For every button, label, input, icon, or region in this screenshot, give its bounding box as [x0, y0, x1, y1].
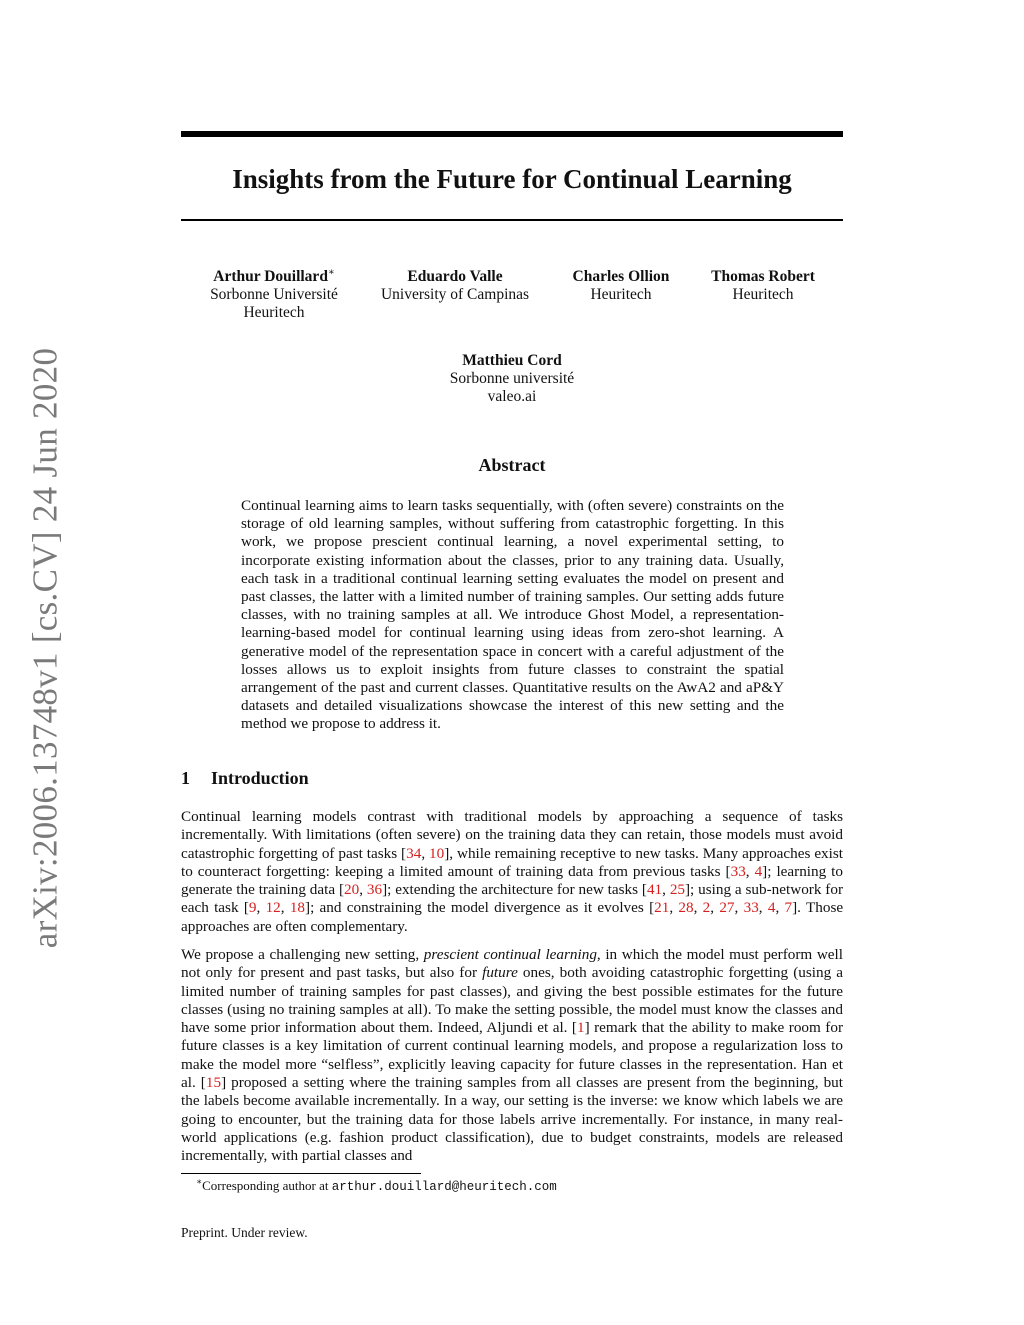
- author-name: Arthur Douillard: [213, 268, 328, 285]
- author-affiliation: Sorbonne université: [449, 370, 575, 387]
- preprint-notice: Preprint. Under review.: [181, 1225, 308, 1240]
- author-name: Matthieu Cord: [462, 352, 562, 369]
- footnote-marker: ∗: [196, 1176, 203, 1187]
- citation-link[interactable]: 2: [702, 899, 711, 917]
- emphasized-term: future: [482, 964, 518, 982]
- author-block: [370, 268, 540, 304]
- citation-link[interactable]: 27: [719, 899, 735, 917]
- citation-link[interactable]: 21: [654, 899, 670, 917]
- citation-link[interactable]: 4: [767, 899, 776, 917]
- text-run: ,: [359, 881, 367, 899]
- text-run: ,: [662, 881, 670, 899]
- author-affiliation: Sorbonne Université: [210, 286, 338, 303]
- citation-link[interactable]: 28: [678, 899, 694, 917]
- abstract-heading: Abstract: [478, 455, 546, 475]
- author-affiliation: Heuritech: [243, 304, 305, 321]
- text-run: ] proposed a setting where the training samples from all classes are present from the beginning, but the labels become available incrementally. In a way, our setting is the inverse: we know which labels we are going to encounter, but the training data for those labels arrive incrementally. For instance, in many real-world applications (e.g. fashion product classification), due to budget constraints, models are released incrementally, with partial classes and: [181, 1074, 843, 1165]
- intro-paragraph-2: [181, 946, 843, 1166]
- author-affiliation: University of Campinas: [380, 286, 530, 303]
- text-run: ,: [280, 899, 290, 917]
- title-rule-bottom: [181, 219, 843, 221]
- citation-link[interactable]: 4: [754, 862, 763, 880]
- author-block: [560, 268, 682, 304]
- emphasized-term: prescient continual learning: [423, 946, 597, 963]
- citation-link[interactable]: 33: [730, 862, 746, 880]
- section-title: Introduction: [211, 768, 309, 788]
- author-affiliation: Heuritech: [590, 286, 652, 303]
- title-rule-top: [181, 131, 843, 137]
- citation-link[interactable]: 18: [289, 899, 306, 917]
- citation-link[interactable]: 36: [366, 881, 383, 899]
- text-run: ]; learning to generate the training data [: [181, 862, 844, 899]
- author-name: Thomas Robert: [711, 268, 815, 285]
- citation-link[interactable]: 33: [743, 899, 759, 917]
- text-run: ,: [775, 899, 785, 917]
- author-affiliation: Heuritech: [732, 286, 794, 303]
- author-block: [700, 268, 826, 304]
- citation-link[interactable]: 7: [784, 899, 793, 917]
- author-block: [412, 352, 612, 406]
- footnote-text: Corresponding author at: [202, 1178, 332, 1193]
- citation-link[interactable]: 34: [406, 844, 422, 862]
- text-run: ,: [758, 899, 768, 917]
- intro-paragraph-1: [181, 808, 843, 936]
- text-run: ones, both avoiding catastrophic forgetting (using a limited number of training samples for past classes), and giving the best possible estimates for the future classes (using no training samples at all). To make the setting possible, the model must know the classes and have some prior information about them. Indeed, Aljundi et al. [: [181, 964, 843, 1037]
- footnote: [196, 1178, 557, 1195]
- arxiv-identifier-text: arXiv:2006.13748v1 [cs.CV] 24 Jun 2020: [25, 347, 64, 948]
- text-run: ], while remaining receptive to new tasks. Many approaches exist to counteract forgetting: keeping a limited amount of training data from previous tasks [: [181, 844, 843, 880]
- text-run: ,: [734, 899, 744, 917]
- text-run: ]. Those approaches are often complementary.: [181, 899, 844, 935]
- text-run: ,: [710, 899, 720, 917]
- author-block: [200, 268, 348, 322]
- author-footnote-marker: ∗: [327, 266, 335, 278]
- footnote-email[interactable]: arthur.douillard@heuritech.com: [331, 1180, 557, 1194]
- text-run: ,: [745, 862, 755, 880]
- citation-link[interactable]: 20: [344, 881, 360, 899]
- citation-link[interactable]: 9: [248, 899, 257, 917]
- text-run: ,: [256, 899, 266, 917]
- text-run: ]; using a sub-network for each task [: [181, 881, 844, 917]
- section-number: 1: [181, 768, 190, 788]
- citation-link[interactable]: 25: [669, 881, 685, 899]
- author-name: Charles Ollion: [572, 268, 670, 285]
- citation-link[interactable]: 12: [265, 899, 281, 917]
- text-run: , in which the model must perform well not only for present and past tasks, but also for: [181, 946, 843, 982]
- citation-link[interactable]: 10: [429, 844, 445, 862]
- citation-link[interactable]: 15: [205, 1074, 222, 1092]
- section-heading: [181, 768, 309, 789]
- citation-link[interactable]: 41: [646, 881, 663, 899]
- text-run: ]; and constraining the model divergence as it evolves [: [305, 899, 655, 917]
- footnote-rule: [181, 1173, 421, 1174]
- text-run: We propose a challenging new setting,: [181, 946, 424, 963]
- text-run: ,: [693, 899, 703, 917]
- arxiv-identifier: [22, 347, 68, 948]
- author-name: Eduardo Valle: [407, 268, 503, 285]
- author-affiliation: valeo.ai: [487, 388, 537, 405]
- citation-link[interactable]: 1: [577, 1019, 585, 1037]
- text-run: ] remark that the ability to make room for future classes is a key limitation of current continual learning models, and propose a regularization loss to make the model more “selfless”, explicitly leaving capacity for future classes in the representation. Han et al. [: [181, 1019, 843, 1092]
- text-run: Continual learning models contrast with traditional models by approaching a sequence of tasks incrementally. With limitations (often severe) on the training data they can retain, those models must avoid catastrophic forgetting of past tasks [: [181, 808, 843, 862]
- text-run: ]; extending the architecture for new tasks [: [382, 881, 647, 899]
- text-run: ,: [669, 899, 679, 917]
- paper-title: Insights from the Future for Continual Learning: [232, 164, 792, 194]
- abstract-text: Continual learning aims to learn tasks sequentially, with (often severe) constraints on the storage of old learning samples, without suffering from catastrophic forgetting. In this work, we propose prescient continual learning, a novel experimental setting, to incorporate existing information about the classes, prior to any training data. Usually, each task in a traditional continual learning setting evaluates the model on present and past classes, the latter with a limited number of training samples. Our setting adds future classes, with no training samples at all. We introduce Ghost Model, a representation-learning-based model for continual learning using ideas from zero-shot learning. A generative model of the representation space in concert with a careful adjustment of the losses allows us to exploit insights from future classes to constraint the spatial arrangement of the past and current classes. Quantitative results on the AwA2 and aP&Y datasets and detailed visualizations showcase the interest of this new setting and the method we propose to address it.: [241, 497, 784, 733]
- text-run: ,: [421, 844, 430, 862]
